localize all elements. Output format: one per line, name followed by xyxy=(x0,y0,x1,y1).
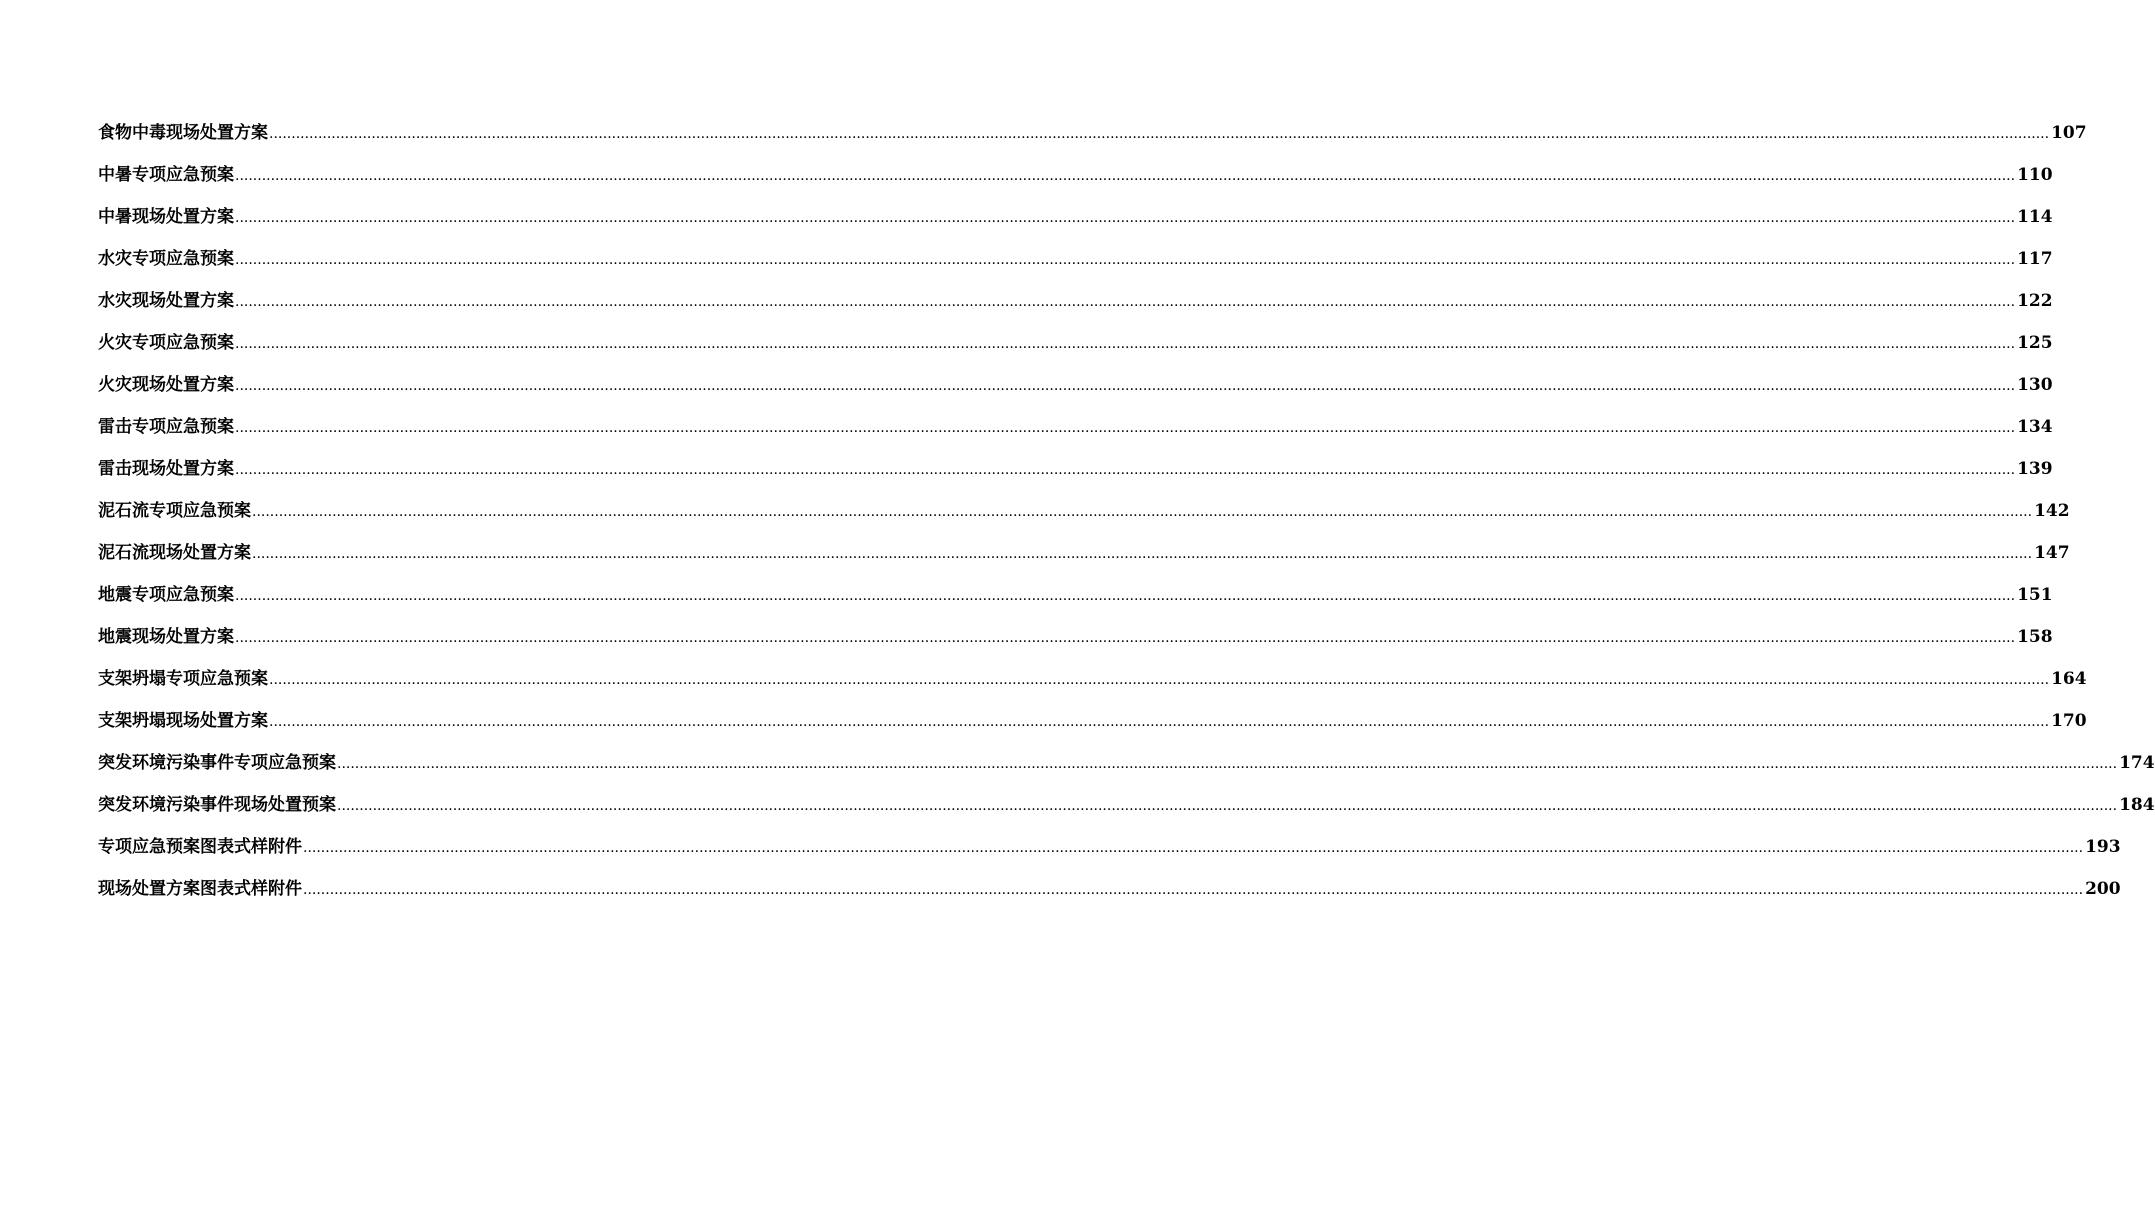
toc-entry-page-number: 139 xyxy=(2017,459,2053,479)
toc-entry-page-number: 170 xyxy=(2051,711,2087,731)
toc-dot-leader: ................................................................................................................................................................................................................................................................................................................................................................................................................ xyxy=(235,168,2016,184)
toc-dot-leader: ................................................................................................................................................................................................................................................................................................................................................................................................................ xyxy=(303,882,2084,898)
toc-entry-page-number: 174 xyxy=(2119,753,2155,773)
toc-entry-title: 水灾现场处置方案 xyxy=(98,291,234,311)
toc-entry-page-number: 114 xyxy=(2017,207,2053,227)
toc-entry[interactable] xyxy=(98,874,2121,916)
toc-entry-title: 现场处置方案图表式样附件 xyxy=(98,879,302,899)
toc-entry-page-number: 134 xyxy=(2017,417,2053,437)
toc-entry[interactable] xyxy=(98,832,2121,874)
toc-dot-leader: ................................................................................................................................................................................................................................................................................................................................................................................................................ xyxy=(269,714,2050,730)
toc-entry[interactable] xyxy=(98,496,2070,538)
toc-dot-leader: ................................................................................................................................................................................................................................................................................................................................................................................................................ xyxy=(337,756,2118,772)
toc-dot-leader: ................................................................................................................................................................................................................................................................................................................................................................................................................ xyxy=(235,630,2016,646)
toc-dot-leader: ................................................................................................................................................................................................................................................................................................................................................................................................................ xyxy=(269,672,2050,688)
toc-entry[interactable] xyxy=(98,244,2053,286)
toc-dot-leader: ................................................................................................................................................................................................................................................................................................................................................................................................................ xyxy=(235,210,2016,226)
toc-entry[interactable] xyxy=(98,664,2087,706)
toc-entry-title: 火灾专项应急预案 xyxy=(98,333,234,353)
toc-dot-leader: ................................................................................................................................................................................................................................................................................................................................................................................................................ xyxy=(235,588,2016,604)
toc-entry[interactable] xyxy=(98,370,2053,412)
toc-entry-title: 中暑专项应急预案 xyxy=(98,165,234,185)
toc-dot-leader: ................................................................................................................................................................................................................................................................................................................................................................................................................ xyxy=(235,294,2016,310)
toc-entry[interactable] xyxy=(98,160,2053,202)
toc-entry[interactable] xyxy=(98,328,2053,370)
toc-entry-title: 支架坍塌专项应急预案 xyxy=(98,669,268,689)
toc-entry-title: 突发环境污染事件现场处置预案 xyxy=(98,795,336,815)
toc-entry-page-number: 130 xyxy=(2017,375,2053,395)
toc-entry[interactable] xyxy=(98,412,2053,454)
toc-dot-leader: ................................................................................................................................................................................................................................................................................................................................................................................................................ xyxy=(252,504,2033,520)
toc-entry-page-number: 122 xyxy=(2017,291,2053,311)
toc-entry-page-number: 147 xyxy=(2034,543,2070,563)
toc-dot-leader: ................................................................................................................................................................................................................................................................................................................................................................................................................ xyxy=(269,126,2050,142)
toc-entry-page-number: 200 xyxy=(2085,879,2121,899)
toc-entry-title: 专项应急预案图表式样附件 xyxy=(98,837,302,857)
toc-entry-page-number: 142 xyxy=(2034,501,2070,521)
toc-entry-title: 支架坍塌现场处置方案 xyxy=(98,711,268,731)
toc-entry[interactable] xyxy=(98,286,2053,328)
toc-entry[interactable] xyxy=(98,538,2070,580)
toc-dot-leader: ................................................................................................................................................................................................................................................................................................................................................................................................................ xyxy=(235,336,2016,352)
toc-entry[interactable] xyxy=(98,580,2053,622)
toc-entry-page-number: 117 xyxy=(2017,249,2053,269)
toc-entry[interactable] xyxy=(98,202,2053,244)
toc-entry-title: 泥石流现场处置方案 xyxy=(98,543,251,563)
toc-entry[interactable] xyxy=(98,790,2155,832)
toc-dot-leader: ................................................................................................................................................................................................................................................................................................................................................................................................................ xyxy=(252,546,2033,562)
toc-dot-leader: ................................................................................................................................................................................................................................................................................................................................................................................................................ xyxy=(235,420,2016,436)
toc-entry-page-number: 110 xyxy=(2017,165,2053,185)
toc-entry-page-number: 125 xyxy=(2017,333,2053,353)
toc-entry[interactable] xyxy=(98,118,2087,160)
toc-entry-title: 突发环境污染事件专项应急预案 xyxy=(98,753,336,773)
toc-dot-leader: ................................................................................................................................................................................................................................................................................................................................................................................................................ xyxy=(235,252,2016,268)
toc-entry-title: 雷击现场处置方案 xyxy=(98,459,234,479)
toc-entry[interactable] xyxy=(98,622,2053,664)
toc-entry-page-number: 107 xyxy=(2051,123,2087,143)
table-of-contents xyxy=(98,118,2155,916)
toc-entry-page-number: 164 xyxy=(2051,669,2087,689)
toc-dot-leader: ................................................................................................................................................................................................................................................................................................................................................................................................................ xyxy=(235,378,2016,394)
toc-entry[interactable] xyxy=(98,454,2053,496)
toc-entry-title: 地震专项应急预案 xyxy=(98,585,234,605)
toc-entry-page-number: 184 xyxy=(2119,795,2155,815)
toc-entry-title: 泥石流专项应急预案 xyxy=(98,501,251,521)
toc-entry-page-number: 151 xyxy=(2017,585,2053,605)
toc-entry-title: 火灾现场处置方案 xyxy=(98,375,234,395)
toc-dot-leader: ................................................................................................................................................................................................................................................................................................................................................................................................................ xyxy=(303,840,2084,856)
toc-entry-title: 地震现场处置方案 xyxy=(98,627,234,647)
toc-dot-leader: ................................................................................................................................................................................................................................................................................................................................................................................................................ xyxy=(235,462,2016,478)
toc-entry[interactable] xyxy=(98,706,2087,748)
toc-entry-title: 雷击专项应急预案 xyxy=(98,417,234,437)
toc-entry-title: 水灾专项应急预案 xyxy=(98,249,234,269)
toc-entry-page-number: 193 xyxy=(2085,837,2121,857)
toc-entry-title: 食物中毒现场处置方案 xyxy=(98,123,268,143)
toc-entry-page-number: 158 xyxy=(2017,627,2053,647)
toc-dot-leader: ................................................................................................................................................................................................................................................................................................................................................................................................................ xyxy=(337,798,2118,814)
toc-entry[interactable] xyxy=(98,748,2155,790)
toc-entry-title: 中暑现场处置方案 xyxy=(98,207,234,227)
